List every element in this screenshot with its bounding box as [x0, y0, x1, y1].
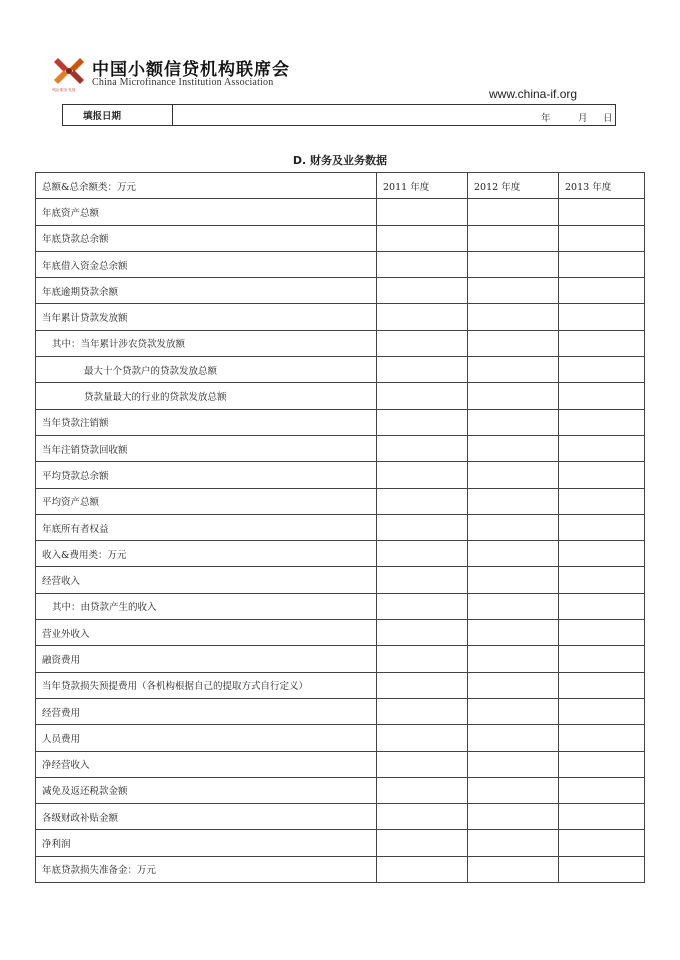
- cell-2013[interactable]: [559, 330, 645, 356]
- cell-2013[interactable]: [559, 278, 645, 304]
- table-row: [36, 567, 645, 593]
- fill-date-label: 填报日期: [63, 105, 173, 125]
- cell-2011[interactable]: [377, 199, 468, 225]
- cell-2011[interactable]: [377, 830, 468, 856]
- cell-2012[interactable]: [468, 777, 559, 803]
- cell-2011[interactable]: [377, 593, 468, 619]
- cell-2013[interactable]: [559, 751, 645, 777]
- row-label: 人员费用: [36, 725, 377, 751]
- cell-2011[interactable]: [377, 488, 468, 514]
- cell-2013[interactable]: [559, 593, 645, 619]
- row-label: 年底贷款总余额: [36, 225, 377, 251]
- cell-2012[interactable]: [468, 672, 559, 698]
- row-label: 净利润: [36, 830, 377, 856]
- cell-2013[interactable]: [559, 435, 645, 461]
- table-header-row: [36, 173, 645, 199]
- cell-2013[interactable]: [559, 856, 645, 882]
- cell-2013[interactable]: [559, 672, 645, 698]
- row-label: 当年贷款损失预提费用（各机构根据自己的提取方式自行定义）: [36, 672, 377, 698]
- section-title: D. 财务及业务数据: [292, 154, 388, 167]
- cell-2013[interactable]: [559, 383, 645, 409]
- table-row: [36, 751, 645, 777]
- row-label: 平均资产总额: [36, 488, 377, 514]
- cell-2011[interactable]: [377, 541, 468, 567]
- cell-2013[interactable]: [559, 199, 645, 225]
- table-row: [36, 251, 645, 277]
- logo-emblem-icon: [52, 54, 86, 88]
- cell-2011[interactable]: [377, 357, 468, 383]
- cell-2012[interactable]: [468, 830, 559, 856]
- cell-2013[interactable]: [559, 462, 645, 488]
- cell-2011[interactable]: [377, 514, 468, 540]
- table-row: [36, 330, 645, 356]
- date-day-label: 日: [603, 113, 613, 124]
- row-label: 年底借入资金总余额: [36, 251, 377, 277]
- row-label: 其中：由贷款产生的收入: [36, 593, 377, 619]
- date-month-label: 月: [578, 113, 588, 124]
- cell-2012[interactable]: [468, 620, 559, 646]
- row-label: 营业外收入: [36, 620, 377, 646]
- cell-2012[interactable]: [468, 357, 559, 383]
- cell-2012[interactable]: [468, 593, 559, 619]
- table-row: [36, 620, 645, 646]
- cell-2011[interactable]: [377, 725, 468, 751]
- header-year-2011: 2011 年度: [377, 173, 468, 199]
- table-row: [36, 725, 645, 751]
- logo-tagline: 风险·服务·发展: [52, 88, 76, 92]
- logo-english-name: China Microfinance Institution Association: [92, 77, 274, 88]
- header-year-2013: 2013 年度: [559, 173, 645, 199]
- cell-2011[interactable]: [377, 777, 468, 803]
- table-row: [36, 777, 645, 803]
- table-row: [36, 383, 645, 409]
- cell-2011[interactable]: [377, 278, 468, 304]
- cell-2013[interactable]: [559, 541, 645, 567]
- header-year-2012: 2012 年度: [468, 173, 559, 199]
- row-label: 收入&费用类：万元: [36, 541, 377, 567]
- fill-date-field[interactable]: [173, 105, 615, 125]
- cell-2012[interactable]: [468, 804, 559, 830]
- cell-2011[interactable]: [377, 751, 468, 777]
- cell-2013[interactable]: [559, 409, 645, 435]
- cell-2012[interactable]: [468, 514, 559, 540]
- row-label: 其中：当年累计涉农贷款发放额: [36, 330, 377, 356]
- cell-2013[interactable]: [559, 777, 645, 803]
- table-row: [36, 409, 645, 435]
- table-row: [36, 278, 645, 304]
- cell-2012[interactable]: [468, 251, 559, 277]
- table-row: [36, 199, 645, 225]
- row-label: 平均贷款总余额: [36, 462, 377, 488]
- row-label: 减免及返还税款金额: [36, 777, 377, 803]
- cell-2011[interactable]: [377, 435, 468, 461]
- table-row: [36, 304, 645, 330]
- cell-2011[interactable]: [377, 383, 468, 409]
- cell-2012[interactable]: [468, 435, 559, 461]
- date-year-label: 年: [541, 113, 551, 124]
- table-row: [36, 804, 645, 830]
- table-row: [36, 357, 645, 383]
- cell-2013[interactable]: [559, 514, 645, 540]
- cell-2012[interactable]: [468, 541, 559, 567]
- cell-2012[interactable]: [468, 488, 559, 514]
- row-label: 当年注销贷款回收额: [36, 435, 377, 461]
- logo-chinese-name: 中国小额信贷机构联席会: [92, 60, 290, 80]
- cell-2012[interactable]: [468, 409, 559, 435]
- cell-2011[interactable]: [377, 672, 468, 698]
- table-row: [36, 225, 645, 251]
- row-label: 各级财政补贴金额: [36, 804, 377, 830]
- table-row: [36, 514, 645, 540]
- cell-2012[interactable]: [468, 278, 559, 304]
- row-label: 经营费用: [36, 698, 377, 724]
- cell-2012[interactable]: [468, 725, 559, 751]
- cell-2013[interactable]: [559, 251, 645, 277]
- cell-2013[interactable]: [559, 488, 645, 514]
- cell-2012[interactable]: [468, 646, 559, 672]
- cell-2011[interactable]: [377, 646, 468, 672]
- cell-2011[interactable]: [377, 620, 468, 646]
- cell-2013[interactable]: [559, 646, 645, 672]
- fill-date-row: [62, 104, 616, 126]
- cell-2011[interactable]: [377, 251, 468, 277]
- cell-2013[interactable]: [559, 567, 645, 593]
- cell-2012[interactable]: [468, 751, 559, 777]
- cell-2013[interactable]: [559, 620, 645, 646]
- cell-2011[interactable]: [377, 409, 468, 435]
- cell-2013[interactable]: [559, 225, 645, 251]
- row-label: 经营收入: [36, 567, 377, 593]
- row-label: 贷款量最大的行业的贷款发放总额: [36, 383, 377, 409]
- table-row: [36, 856, 645, 882]
- cell-2012[interactable]: [468, 462, 559, 488]
- table-row: [36, 698, 645, 724]
- cell-2012[interactable]: [468, 304, 559, 330]
- cell-2013[interactable]: [559, 357, 645, 383]
- row-label: 融资费用: [36, 646, 377, 672]
- cell-2012[interactable]: [468, 199, 559, 225]
- cell-2011[interactable]: [377, 698, 468, 724]
- cell-2012[interactable]: [468, 567, 559, 593]
- cell-2012[interactable]: [468, 856, 559, 882]
- row-label: 当年贷款注销额: [36, 409, 377, 435]
- table-row: [36, 488, 645, 514]
- cell-2011[interactable]: [377, 567, 468, 593]
- cell-2011[interactable]: [377, 330, 468, 356]
- website-url: www.china-if.org: [489, 87, 578, 101]
- cell-2013[interactable]: [559, 830, 645, 856]
- cell-2011[interactable]: [377, 856, 468, 882]
- financial-data-table: [35, 172, 645, 883]
- row-label: 当年累计贷款发放额: [36, 304, 377, 330]
- logo: [52, 54, 292, 94]
- table-row: [36, 830, 645, 856]
- table-row: [36, 646, 645, 672]
- cell-2013[interactable]: [559, 698, 645, 724]
- table-row: [36, 593, 645, 619]
- row-label: 最大十个贷款户的贷款发放总额: [36, 357, 377, 383]
- table-row: [36, 672, 645, 698]
- cell-2012[interactable]: [468, 225, 559, 251]
- cell-2011[interactable]: [377, 462, 468, 488]
- cell-2012[interactable]: [468, 330, 559, 356]
- row-label: 净经营收入: [36, 751, 377, 777]
- cell-2011[interactable]: [377, 804, 468, 830]
- cell-2012[interactable]: [468, 698, 559, 724]
- cell-2012[interactable]: [468, 383, 559, 409]
- cell-2013[interactable]: [559, 725, 645, 751]
- cell-2011[interactable]: [377, 225, 468, 251]
- table-row: [36, 541, 645, 567]
- row-label: 年底贷款损失准备金：万元: [36, 856, 377, 882]
- row-label: 年底资产总额: [36, 199, 377, 225]
- row-label: 年底所有者权益: [36, 514, 377, 540]
- table-row: [36, 435, 645, 461]
- cell-2013[interactable]: [559, 804, 645, 830]
- table-row: [36, 462, 645, 488]
- cell-2013[interactable]: [559, 304, 645, 330]
- cell-2011[interactable]: [377, 304, 468, 330]
- row-label: 年底逾期贷款余额: [36, 278, 377, 304]
- header-category: 总额&总余额类：万元: [36, 173, 377, 199]
